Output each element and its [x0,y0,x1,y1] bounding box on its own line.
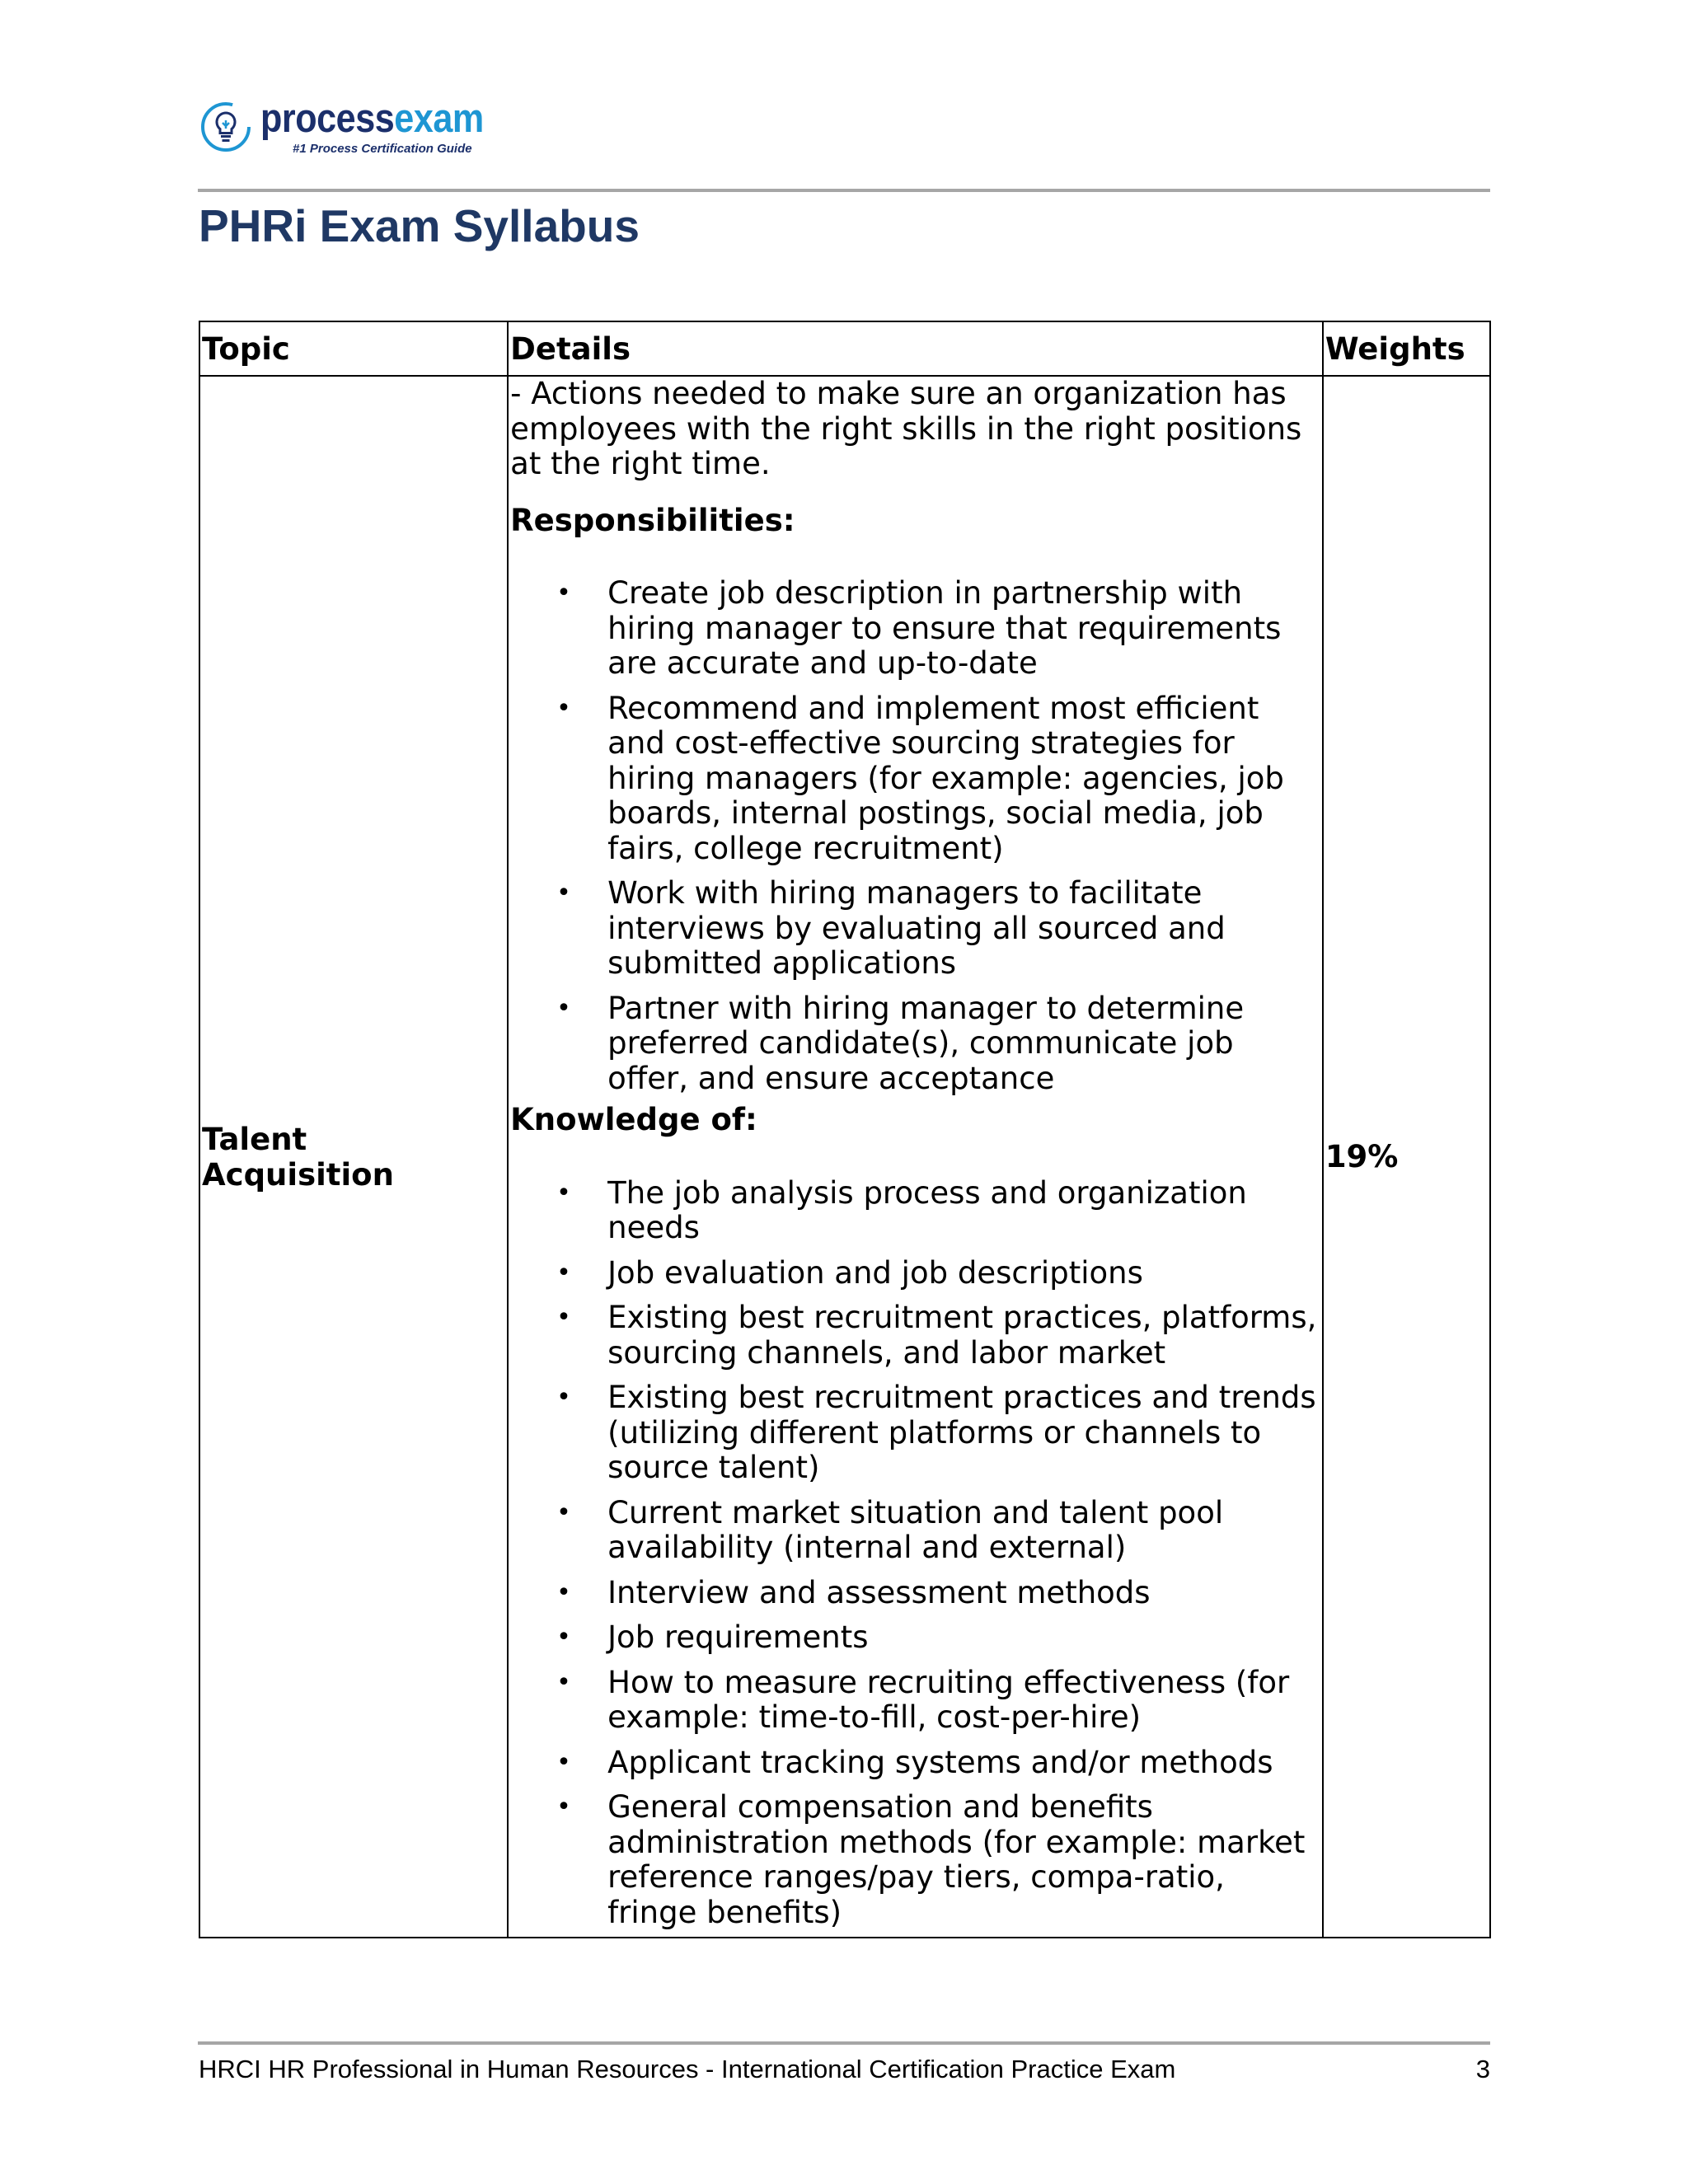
knowledge-list [510,1176,1320,1931]
list-item: • The job analysis process and organization needs [510,1176,1320,1246]
page-number: 3 [1475,2055,1490,2083]
list-item: • Recommend and implement most efficient and cost-effective sourcing strategies for hiring managers (for example: agencies, job boards, internal postings, social media, job fairs, college recruitment) [510,691,1320,867]
responsibilities-heading: Responsibilities: [510,502,795,538]
footer-text: HRCI HR Professional in Human Resources - International Certification Practice Exam [199,2055,1176,2083]
column-header-details: Details [508,321,1323,376]
list-item: • Partner with hiring manager to determine preferred candidate(s), communicate job offer, and ensure acceptance [510,991,1320,1097]
list-item: • How to measure recruiting effectiveness (for example: time-to-fill, cost-per-hire) [510,1666,1320,1736]
list-item: • General compensation and benefits administration methods (for example: market reference ranges/pay tiers, compa-ratio, fringe benefits) [510,1790,1320,1930]
footer-divider [198,2041,1490,2045]
column-header-weights: Weights [1323,321,1490,376]
logo-tagline: #1 Process Certification Guide [293,142,472,156]
header-divider [198,189,1490,192]
logo-wordmark [260,97,484,140]
list-item: • Job evaluation and job descriptions [510,1256,1320,1291]
list-item: • Interview and assessment methods [510,1576,1320,1611]
list-item: • Job requirements [510,1620,1320,1656]
table-header-row [199,321,1490,376]
processexam-logo [198,97,511,162]
topic-cell: Talent Acquisition [199,376,508,1938]
syllabus-table [199,321,1491,1938]
page-title: PHRi Exam Syllabus [199,200,640,251]
column-header-topic: Topic [199,321,508,376]
list-item: • Existing best recruitment practices and trends (utilizing different platforms or channels to source talent) [510,1380,1320,1486]
topic-description: - Actions needed to make sure an organization has employees with the right skills in the right positions at the right time. [510,376,1302,481]
list-item: • Create job description in partnership with hiring manager to ensure that requirements are accurate and up-to-date [510,576,1320,682]
logo-word-exam: exam [394,96,484,141]
logo-word-process: process [260,96,395,141]
details-cell [508,376,1323,1938]
list-item: • Applicant tracking systems and/or methods [510,1746,1320,1781]
list-item: • Existing best recruitment practices, platforms, sourcing channels, and labor market [510,1301,1320,1371]
weight-cell: 19% [1323,376,1490,1938]
lightbulb-logo-icon [199,101,252,153]
table-row [199,376,1490,1938]
list-item: • Work with hiring managers to facilitate interviews by evaluating all sourced and submitted applications [510,876,1320,982]
responsibilities-list [510,576,1320,1096]
knowledge-heading: Knowledge of: [510,1102,757,1137]
list-item: • Current market situation and talent pool availability (internal and external) [510,1496,1320,1566]
